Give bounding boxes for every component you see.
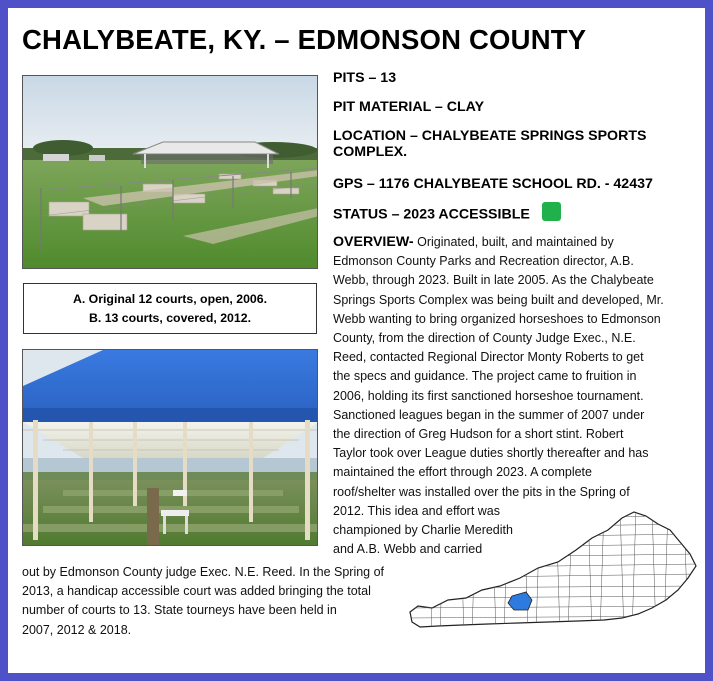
overview-line: and A.B. Webb and carried	[333, 542, 483, 557]
pits-fact: PITS – 13	[333, 70, 397, 86]
gps-fact: GPS – 1176 CHALYBEATE SCHOOL RD. - 42437	[333, 176, 653, 192]
status-text: STATUS – 2023 ACCESSIBLE	[333, 206, 530, 223]
overview-line: number of courts to 13. State tourneys have been held in	[22, 603, 337, 618]
overview-line: Reed, contacted Regional Director Monty Roberts to get	[333, 350, 644, 365]
overview-line: Springs Sports Complex was being built and developed, Mr.	[333, 292, 664, 307]
photo-covered-courts	[22, 349, 318, 546]
overview-line: Originated, built, and maintained by	[413, 235, 614, 249]
overview-line: the specs and guidance. The project came to fruition in	[333, 369, 637, 384]
photo-caption	[23, 283, 317, 334]
overview-continuation	[22, 563, 422, 640]
status-indicator-icon	[542, 202, 561, 221]
overview-line: championed by Charlie Meredith	[333, 523, 513, 538]
caption-line-b: B. 13 courts, covered, 2012.	[89, 311, 251, 325]
overview-line: 2006, holding its first sanctioned horseshoe tournament.	[333, 388, 644, 403]
pit-material-fact: PIT MATERIAL – CLAY	[333, 99, 485, 115]
overview-line: 2007, 2012 & 2018.	[22, 622, 132, 637]
overview-line: Sanctioned leagues began in the summer of 2007 under	[333, 407, 645, 422]
overview-line: 2013, a handicap accessible court was added bringing the total	[22, 584, 371, 599]
overview-line: 2012. This idea and effort was	[333, 503, 501, 518]
overview-line: the direction of Greg Hudson for a short stint. Robert	[333, 427, 624, 442]
caption-line-a: A. Original 12 courts, open, 2006.	[72, 292, 268, 306]
kentucky-county-map	[408, 508, 698, 639]
overview-line: Taylor took over League duties shortly thereafter and has	[333, 446, 649, 461]
page-title: CHALYBEATE, KY. – EDMONSON COUNTY	[22, 24, 587, 55]
overview-line: out by Edmonson County judge Exec. N.E. Reed. In the Spring of	[22, 565, 385, 579]
overview-label: OVERVIEW-	[333, 234, 414, 250]
overview-line: County, from the direction of County Judge Exec., N.E.	[333, 331, 636, 346]
overview-line: Webb, through 2023. Built in late 2005. As the Chalybeate	[333, 273, 654, 288]
status-fact	[333, 205, 561, 224]
overview-line: roof/shelter was installed over the pits in the Spring of	[333, 484, 630, 499]
overview-line: Webb wanting to bring organized horseshoes to Edmonson	[333, 311, 661, 326]
overview-line: maintained the effort through 2023. A complete	[333, 465, 592, 480]
overview-line: Edmonson County Parks and Recreation director, A.B.	[333, 254, 634, 269]
location-fact: LOCATION – CHALYBEATE SPRINGS SPORTS COMPLEX.	[333, 128, 647, 160]
photo-original-courts	[22, 75, 318, 269]
